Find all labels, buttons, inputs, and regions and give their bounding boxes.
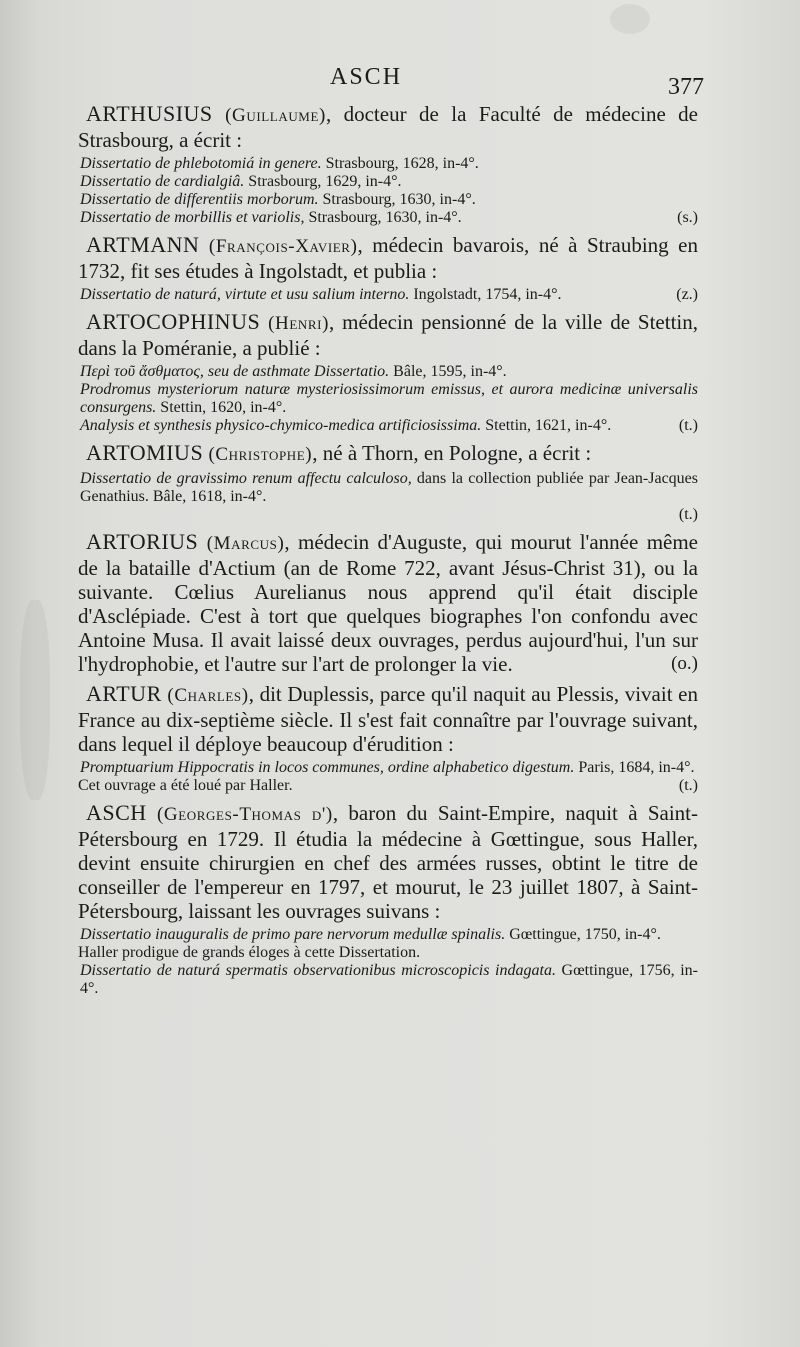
entry-given-name: (Georges-Thomas d') [157,804,333,825]
entry-arthusius [78,102,698,227]
source-marker: (o.) [671,653,698,674]
entry-given-name: (Guillaume) [225,105,326,126]
entry-text: , médecin d'Auguste, qui mourut l'année même de la bataille d'Actium (an de Rome 722, avant Jésus-Christ 31), ou la suivante. Cœlius Aurelianus nous apprend qu'il était disciple d'Asclépiade. C'est à tort que quelques biographes l'on confondu avec Antoine Musa. Il avait laissé deux ouvrages, perdus aujourd'hui, l'un sur l'hydrophobie, et l'autre sur l'art de prolonger la vie. [78,530,699,676]
work-item: Analysis et synthesis physico-chymico-medica artificiosissima. Stettin, 1621, in-4°. (t.) [80,417,698,434]
entry-text: , baron du Saint-Empire, naquit à Saint-Pétersbourg en 1729. Il étudia la médecine à Gœttingue, sous Haller, devint ensuite chirurgien en chef des armées russes, obtint le titre de conseiller de l'empereur en 1797, et mourut, le 23 juillet 1807, à Saint-Pétersbourg, laissant les ouvrages suivans : [78,801,698,923]
page-number: 377 [668,74,704,100]
entry-text: , né à Thorn, en Pologne, a écrit : [312,441,592,465]
entry-given-name: (Charles) [167,685,249,706]
page-content [78,60,704,1004]
paper-stain [20,600,50,800]
entry-text: , médecin bavarois, né à Straubing en 1732, fit ses études à Ingolstadt, et publia : [78,233,698,283]
entry-artur [78,682,698,795]
work-item: Prodromus mysteriorum naturæ mysteriosissimorum emissus, et aurora medicinæ universalis consurgens. Stettin, 1620, in-4°. [80,381,698,416]
works-list [78,155,698,227]
entry-given-name: (Christophe) [208,444,313,465]
entry-name: ARTOCOPHINUS [86,309,261,334]
work-item: Dissertatio inauguralis de primo pare nervorum medullæ spinalis. Gœttingue, 1750, in-4°. [80,926,661,943]
work-item: Promptuarium Hippocratis in locos communes, ordine alphabetico digestum. Paris, 1684, in-4°. [80,759,695,776]
entry-artorius [78,530,698,676]
work-item: Dissertatio de differentiis morborum. Strasbourg, 1630, in-4°. [80,191,476,208]
entry-name: ARTHUSIUS [86,101,213,126]
work-item: Περὶ τοῦ ἄσθματος, seu de asthmate Dissertatio. Bâle, 1595, in-4°. [80,363,507,380]
works-list [78,363,698,435]
entry-artocophinus [78,310,698,435]
paper-stain [610,4,650,34]
entry-asch [78,801,698,998]
entry-name: ARTORIUS [86,529,199,554]
running-head [78,60,704,102]
source-marker: (t.) [678,417,698,434]
work-item: Dissertatio de phlebotomiá in genere. Strasbourg, 1628, in-4°. [80,155,479,172]
entry-artmann [78,233,698,304]
works-list [78,470,698,524]
work-item: Dissertatio de naturá spermatis observationibus microscopicis indagata. Gœttingue, 1756, in-4°. [80,962,698,997]
work-item: Dissertatio de morbillis et variolis, Strasbourg, 1630, in-4°. (s.) [80,209,698,226]
works-list [78,759,698,795]
entry-given-name: (Henri) [268,313,330,334]
works-list [78,286,698,304]
entry-text: , médecin pensionné de la ville de Stettin, dans la Poméranie, a publié : [78,310,699,360]
source-marker: (t.) [678,777,698,794]
work-item: Dissertatio de gravissimo renum affectu calculoso, dans la collection publiée par Jean-Jacques Genathius. Bâle, 1618, in-4°. [80,470,698,505]
source-marker: (s.) [677,209,698,226]
entry-given-name: (Marcus) [206,533,285,554]
entry-artomius [78,441,698,524]
works-list [78,926,698,998]
entry-text: , docteur de la Faculté de médecine de Strasbourg, a écrit : [78,102,699,152]
running-title: ASCH [330,64,403,90]
entry-name: ASCH [86,800,147,825]
entry-text: , dit Duplessis, parce qu'il naquit au Plessis, vivait en France au dix-septième siècle. Il s'est fait connaître par l'ouvrage suivant, dans lequel il déploye beaucoup d'érudition : [78,682,698,756]
source-marker: (t.) [678,506,698,523]
entry-given-name: (François-Xavier) [208,236,358,257]
entry-note: Haller prodigue de grands éloges à cette Dissertation. [78,944,421,961]
work-item: Dissertatio de cardialgiâ. Strasbourg, 1629, in-4°. [80,173,402,190]
entry-name: ARTMANN [86,232,200,257]
work-item: Dissertatio de naturá, virtute et usu salium interno. Ingolstadt, 1754, in-4°. (z.) [80,286,698,303]
entry-name: ARTUR [86,681,162,706]
entry-note: Cet ouvrage a été loué par Haller. (t.) [78,777,698,794]
source-marker: (z.) [676,286,698,303]
entry-name: ARTOMIUS [86,440,204,465]
